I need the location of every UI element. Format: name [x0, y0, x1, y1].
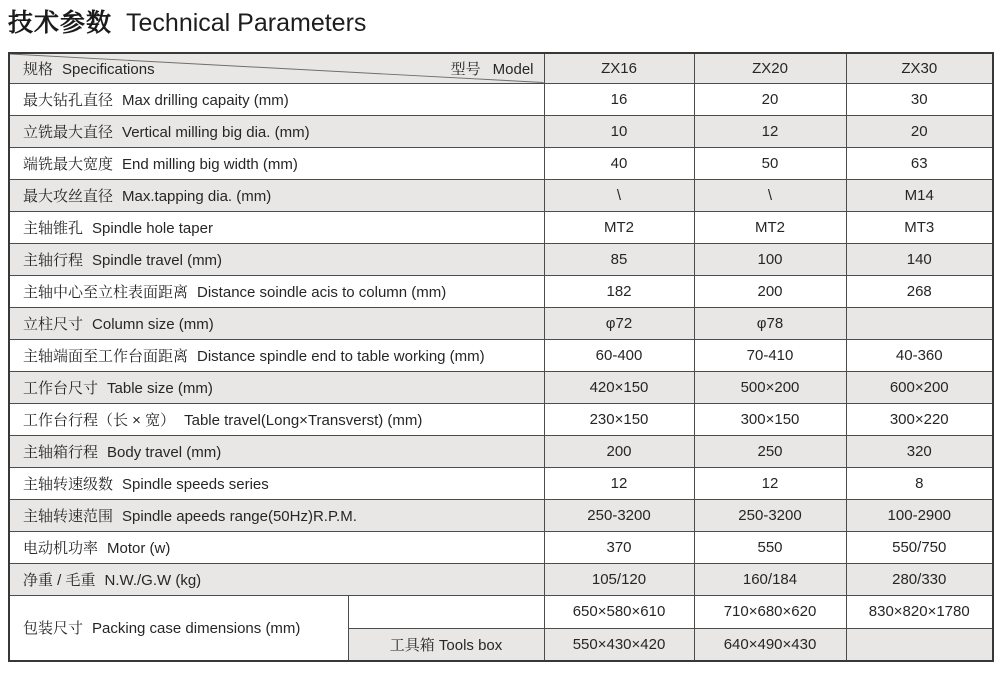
parameter-label — [9, 531, 544, 563]
parameter-value: 250 — [694, 435, 846, 467]
parameter-label-chinese: 净重 / 毛重 — [23, 571, 96, 589]
parameter-value: 300×220 — [846, 403, 993, 435]
parameter-label-english: Motor (w) — [107, 539, 171, 557]
column-header-zx16: ZX16 — [544, 53, 694, 83]
parameter-value: 550/750 — [846, 531, 993, 563]
parameter-label-chinese: 主轴行程 — [23, 251, 84, 269]
parameter-value: 105/120 — [544, 563, 694, 595]
parameter-value: 600×200 — [846, 371, 993, 403]
parameter-value: \ — [544, 179, 694, 211]
packing-case-value-zx30: 830×820×1780 — [846, 595, 993, 628]
parameter-label — [9, 563, 544, 595]
page-title — [8, 8, 366, 38]
table-row — [9, 211, 993, 243]
table-row — [9, 371, 993, 403]
table-row — [9, 339, 993, 371]
parameter-label-english: Column size (mm) — [92, 315, 214, 333]
parameter-label-chinese: 主轴端面至工作台面距离 — [23, 347, 189, 365]
parameter-value: 200 — [544, 435, 694, 467]
parameter-value: 280/330 — [846, 563, 993, 595]
table-row — [9, 563, 993, 595]
table-row — [9, 179, 993, 211]
parameter-value: 182 — [544, 275, 694, 307]
parameter-label-english: Vertical milling big dia. (mm) — [122, 123, 310, 141]
parameter-label-chinese: 工作台行程（长 × 宽） — [23, 411, 176, 429]
parameter-value: 12 — [694, 467, 846, 499]
spec-header-chinese: 规格 — [23, 60, 54, 78]
parameter-label — [9, 179, 544, 211]
table-row — [9, 531, 993, 563]
parameter-value: MT2 — [544, 211, 694, 243]
parameter-value: 200 — [694, 275, 846, 307]
parameter-value: M14 — [846, 179, 993, 211]
technical-parameters-table — [8, 52, 994, 662]
parameter-value: 30 — [846, 83, 993, 115]
parameter-label-chinese: 端铣最大宽度 — [23, 155, 114, 173]
parameter-value: 160/184 — [694, 563, 846, 595]
parameter-value: 250-3200 — [694, 499, 846, 531]
table-row — [9, 243, 993, 275]
packing-rows — [9, 595, 993, 661]
table-row — [9, 147, 993, 179]
spec-header-english: Specifications — [62, 60, 155, 78]
parameter-value: 320 — [846, 435, 993, 467]
parameter-value: MT3 — [846, 211, 993, 243]
parameter-label-english: Spindle speeds series — [122, 475, 269, 493]
parameter-value: 63 — [846, 147, 993, 179]
packing-case-row — [9, 595, 993, 628]
table-row — [9, 499, 993, 531]
parameter-label-chinese: 主轴中心至立柱表面距离 — [23, 283, 189, 301]
parameter-value: 20 — [846, 115, 993, 147]
parameter-label-english: End milling big width (mm) — [122, 155, 298, 173]
table-row — [9, 275, 993, 307]
parameter-value: 8 — [846, 467, 993, 499]
parameter-label — [9, 83, 544, 115]
parameter-label-chinese: 主轴箱行程 — [23, 443, 99, 461]
parameter-value: 12 — [544, 467, 694, 499]
parameter-label-english: Distance soindle acis to column (mm) — [197, 283, 447, 301]
packing-sub-empty-cell — [348, 595, 544, 628]
parameter-label-chinese: 立铣最大直径 — [23, 123, 114, 141]
parameter-value: 300×150 — [694, 403, 846, 435]
parameter-value: 230×150 — [544, 403, 694, 435]
parameter-value — [846, 307, 993, 339]
parameter-value: 250-3200 — [544, 499, 694, 531]
parameter-value: 16 — [544, 83, 694, 115]
parameter-label-chinese: 最大钻孔直径 — [23, 91, 114, 109]
parameter-label-english: Body travel (mm) — [107, 443, 222, 461]
parameter-label — [9, 499, 544, 531]
parameter-label-chinese: 最大攻丝直径 — [23, 187, 114, 205]
parameter-value: 420×150 — [544, 371, 694, 403]
table-row — [9, 83, 993, 115]
parameter-label — [9, 147, 544, 179]
parameter-label-chinese: 主轴转速范围 — [23, 507, 114, 525]
parameter-label-chinese: 电动机功率 — [23, 539, 99, 557]
parameter-value: 268 — [846, 275, 993, 307]
parameter-label — [9, 211, 544, 243]
model-header-chinese: 型号 — [450, 61, 481, 78]
tools-box-value-zx30 — [846, 628, 993, 661]
parameter-label-english: Table size (mm) — [107, 379, 213, 397]
model-header-english: Model — [492, 61, 534, 78]
parameter-value: 370 — [544, 531, 694, 563]
parameter-label-english: Distance spindle end to table working (mm) — [197, 347, 485, 365]
parameter-label-english: Table travel(Long×Transverst) (mm) — [184, 411, 423, 429]
page-title-english: Technical Parameters — [126, 9, 367, 37]
parameter-label — [9, 467, 544, 499]
parameter-label — [9, 339, 544, 371]
table-row — [9, 307, 993, 339]
parameter-label-english: N.W./G.W (kg) — [104, 571, 202, 589]
parameter-value: 50 — [694, 147, 846, 179]
parameter-value: 20 — [694, 83, 846, 115]
parameter-label-chinese: 工作台尺寸 — [23, 379, 99, 397]
model-header-label — [451, 58, 534, 79]
parameter-label — [9, 435, 544, 467]
column-header-zx20: ZX20 — [694, 53, 846, 83]
packing-case-value-zx16: 650×580×610 — [544, 595, 694, 628]
parameter-value: 140 — [846, 243, 993, 275]
table-row — [9, 435, 993, 467]
parameter-label-english: Spindle travel (mm) — [92, 251, 223, 269]
parameter-rows — [9, 83, 993, 595]
packing-dimensions-label — [9, 595, 348, 661]
parameter-value: 100 — [694, 243, 846, 275]
table-row — [9, 115, 993, 147]
parameter-value: 85 — [544, 243, 694, 275]
parameter-value: φ72 — [544, 307, 694, 339]
parameter-value: 12 — [694, 115, 846, 147]
parameter-value: 10 — [544, 115, 694, 147]
packing-label-english: Packing case dimensions (mm) — [92, 620, 301, 638]
parameter-label — [9, 307, 544, 339]
parameter-value: MT2 — [694, 211, 846, 243]
parameter-value: 40 — [544, 147, 694, 179]
tools-box-value-zx20: 640×490×430 — [694, 628, 846, 661]
page-title-chinese: 技术参数 — [8, 9, 113, 37]
parameter-label — [9, 371, 544, 403]
parameter-label — [9, 275, 544, 307]
parameter-value: \ — [694, 179, 846, 211]
parameter-value: φ78 — [694, 307, 846, 339]
spec-model-header-cell — [9, 53, 544, 83]
table-row — [9, 403, 993, 435]
parameter-value: 550 — [694, 531, 846, 563]
table-header — [9, 53, 993, 83]
tools-box-label: 工具箱 Tools box — [348, 628, 544, 661]
packing-label-chinese: 包装尺寸 — [23, 620, 84, 638]
tools-box-value-zx16: 550×430×420 — [544, 628, 694, 661]
parameter-label-english: Spindle hole taper — [92, 219, 213, 237]
table-row — [9, 467, 993, 499]
parameter-value: 40-360 — [846, 339, 993, 371]
parameter-label — [9, 115, 544, 147]
parameter-label-english: Max.tapping dia. (mm) — [122, 187, 272, 205]
parameter-label-english: Max drilling capaity (mm) — [122, 91, 289, 109]
parameter-label-english: Spindle apeeds range(50Hz)R.P.M. — [122, 507, 357, 525]
parameter-label-chinese: 立柱尺寸 — [23, 315, 84, 333]
column-header-zx30: ZX30 — [846, 53, 993, 83]
spec-header-label — [23, 58, 155, 79]
parameter-label — [9, 243, 544, 275]
parameter-value: 70-410 — [694, 339, 846, 371]
parameter-value: 500×200 — [694, 371, 846, 403]
parameter-label-chinese: 主轴锥孔 — [23, 219, 84, 237]
parameter-label-chinese: 主轴转速级数 — [23, 475, 114, 493]
parameter-value: 100-2900 — [846, 499, 993, 531]
header-row — [9, 53, 993, 83]
parameter-label — [9, 403, 544, 435]
parameter-value: 60-400 — [544, 339, 694, 371]
packing-case-value-zx20: 710×680×620 — [694, 595, 846, 628]
